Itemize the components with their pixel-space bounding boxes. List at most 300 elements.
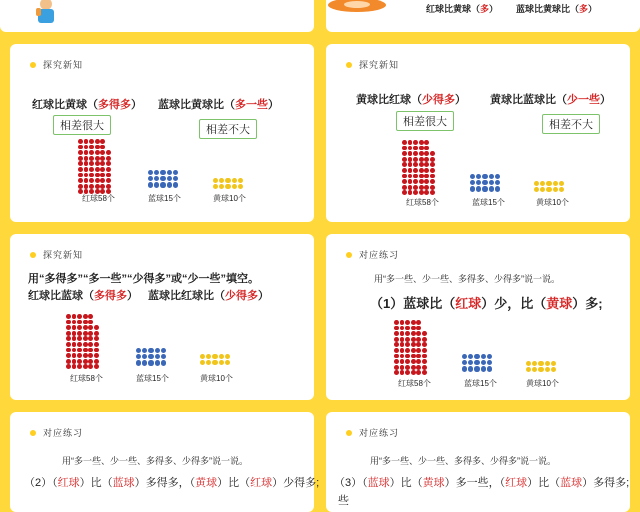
blue-ball bbox=[148, 182, 153, 187]
blue-ball bbox=[468, 360, 473, 365]
red-ball bbox=[72, 320, 77, 325]
red-ball bbox=[411, 365, 416, 370]
red-ball bbox=[424, 146, 429, 151]
red-ball bbox=[78, 184, 83, 189]
red-ball bbox=[413, 140, 418, 145]
question-1: 红球比黄球（多得多） bbox=[32, 99, 142, 111]
red-ball bbox=[88, 364, 93, 369]
red-ball bbox=[84, 178, 89, 183]
red-ball bbox=[78, 178, 83, 183]
red-ball bbox=[424, 185, 429, 190]
red-ball bbox=[402, 151, 407, 156]
yellow-ball bbox=[559, 181, 564, 186]
red-ball bbox=[405, 342, 410, 347]
yellow-count-label: 黄球10个 bbox=[526, 379, 559, 388]
red-ball bbox=[95, 161, 100, 166]
red-ball bbox=[402, 174, 407, 179]
red-ball bbox=[430, 168, 435, 173]
red-ball bbox=[94, 331, 99, 336]
red-ball bbox=[411, 326, 416, 331]
red-ball bbox=[95, 145, 100, 150]
blue-ball bbox=[148, 360, 153, 365]
blue-ball bbox=[462, 360, 467, 365]
red-ball bbox=[95, 178, 100, 183]
red-ball bbox=[94, 342, 99, 347]
red-ball bbox=[95, 184, 100, 189]
red-ball bbox=[416, 320, 421, 325]
red-ball bbox=[78, 150, 83, 155]
red-ball bbox=[84, 145, 89, 150]
red-ball bbox=[413, 157, 418, 162]
blue-ball bbox=[495, 174, 500, 179]
yellow-ball bbox=[200, 354, 205, 359]
blue-ball bbox=[167, 176, 172, 181]
red-ball bbox=[430, 179, 435, 184]
blue-ball bbox=[487, 366, 492, 371]
red-ball bbox=[83, 331, 88, 336]
slide-c[interactable] bbox=[10, 234, 314, 400]
red-ball bbox=[89, 156, 94, 161]
blue-ball bbox=[142, 348, 147, 353]
red-ball bbox=[424, 174, 429, 179]
blue-ball bbox=[155, 360, 160, 365]
red-ball bbox=[77, 336, 82, 341]
blue-ball bbox=[154, 176, 159, 181]
blue-ball bbox=[476, 186, 481, 191]
red-ball bbox=[430, 185, 435, 190]
red-ball bbox=[424, 157, 429, 162]
red-ball bbox=[77, 348, 82, 353]
red-ball bbox=[430, 151, 435, 156]
question-3-continuation: 些 bbox=[338, 495, 349, 507]
bullet-dot-icon bbox=[30, 430, 36, 436]
red-ball bbox=[402, 168, 407, 173]
yellow-count-label: 黄球10个 bbox=[536, 198, 569, 207]
red-ball bbox=[106, 178, 111, 183]
red-ball bbox=[400, 354, 405, 359]
red-ball bbox=[106, 161, 111, 166]
red-ball bbox=[411, 348, 416, 353]
red-ball bbox=[405, 331, 410, 336]
slide-e[interactable] bbox=[10, 412, 320, 512]
blue-ball bbox=[468, 366, 473, 371]
red-ball bbox=[416, 370, 421, 375]
red-ball bbox=[84, 150, 89, 155]
red-ball bbox=[100, 156, 105, 161]
red-ball bbox=[100, 150, 105, 155]
blue-ball bbox=[148, 176, 153, 181]
instruction: 用“多一些、少一些、多得多、少得多”说一说。 bbox=[370, 456, 556, 466]
red-ball bbox=[413, 168, 418, 173]
red-ball bbox=[84, 156, 89, 161]
blue-ball bbox=[489, 180, 494, 185]
top-right-text-1: 红球比黄球（多） bbox=[426, 4, 499, 14]
red-ball bbox=[405, 337, 410, 342]
red-ball bbox=[422, 331, 427, 336]
instruction: 用“多得多”“多一些”“少得多”或“少一些”填空。 bbox=[28, 273, 259, 285]
blue-ball bbox=[489, 174, 494, 179]
blue-ball bbox=[489, 186, 494, 191]
blue-ball bbox=[462, 354, 467, 359]
yellow-ball bbox=[219, 360, 224, 365]
red-ball bbox=[408, 151, 413, 156]
red-ball bbox=[100, 167, 105, 172]
question-3: （3）（蓝球）比（黄球）多一些，（红球）比（蓝球）多得多; bbox=[334, 477, 630, 489]
yellow-ball bbox=[232, 178, 237, 183]
instruction: 用“多一些、少一些、多得多、少得多”说一说。 bbox=[62, 456, 248, 466]
blue-ball bbox=[482, 180, 487, 185]
top-right-text-2: 蓝球比黄球比（多） bbox=[516, 4, 598, 14]
red-count-label: 红球58个 bbox=[398, 379, 431, 388]
yellow-ball bbox=[532, 367, 537, 372]
red-ball bbox=[100, 139, 105, 144]
red-ball bbox=[66, 359, 71, 364]
red-ball bbox=[83, 320, 88, 325]
red-ball bbox=[408, 190, 413, 195]
red-ball bbox=[83, 325, 88, 330]
red-ball bbox=[88, 336, 93, 341]
red-ball bbox=[408, 140, 413, 145]
red-ball bbox=[394, 320, 399, 325]
red-ball bbox=[83, 348, 88, 353]
red-ball bbox=[405, 320, 410, 325]
red-ball bbox=[424, 179, 429, 184]
red-ball bbox=[84, 139, 89, 144]
blue-count-label: 蓝球15个 bbox=[136, 374, 169, 383]
red-ball bbox=[422, 342, 427, 347]
red-ball bbox=[89, 184, 94, 189]
blue-ball bbox=[470, 186, 475, 191]
red-count-label: 红球58个 bbox=[70, 374, 103, 383]
red-ball bbox=[400, 365, 405, 370]
red-ball bbox=[84, 173, 89, 178]
blue-ball bbox=[148, 170, 153, 175]
blue-ball bbox=[476, 180, 481, 185]
blue-count-label: 蓝球15个 bbox=[464, 379, 497, 388]
yellow-ball bbox=[200, 360, 205, 365]
blue-ball bbox=[474, 354, 479, 359]
red-ball bbox=[94, 336, 99, 341]
red-ball bbox=[422, 354, 427, 359]
red-ball bbox=[400, 326, 405, 331]
blue-ball bbox=[154, 170, 159, 175]
red-ball bbox=[88, 359, 93, 364]
red-ball bbox=[411, 359, 416, 364]
blue-ball bbox=[470, 174, 475, 179]
red-ball bbox=[408, 146, 413, 151]
red-ball bbox=[106, 184, 111, 189]
yellow-ball bbox=[206, 354, 211, 359]
bullet-dot-icon bbox=[346, 62, 352, 68]
blue-ball bbox=[470, 180, 475, 185]
yellow-ball bbox=[553, 187, 558, 192]
red-ball bbox=[408, 179, 413, 184]
red-ball bbox=[72, 353, 77, 358]
red-ball bbox=[402, 190, 407, 195]
red-ball bbox=[394, 342, 399, 347]
red-ball bbox=[78, 145, 83, 150]
red-ball bbox=[402, 140, 407, 145]
red-ball bbox=[95, 156, 100, 161]
red-ball bbox=[66, 348, 71, 353]
red-ball bbox=[394, 354, 399, 359]
bullet-dot-icon bbox=[30, 252, 36, 258]
section-header: 探究新知 bbox=[30, 58, 83, 71]
yellow-ball bbox=[225, 184, 230, 189]
red-ball bbox=[400, 320, 405, 325]
red-ball bbox=[419, 174, 424, 179]
red-ball bbox=[419, 151, 424, 156]
red-ball bbox=[402, 157, 407, 162]
red-ball bbox=[94, 364, 99, 369]
yellow-ball bbox=[219, 184, 224, 189]
red-ball bbox=[419, 190, 424, 195]
blue-ball bbox=[148, 348, 153, 353]
red-count-label: 红球58个 bbox=[82, 194, 115, 203]
question-1: 黄球比红球（少得多） bbox=[356, 94, 466, 106]
red-ball bbox=[424, 162, 429, 167]
blue-ball bbox=[481, 354, 486, 359]
red-ball bbox=[400, 331, 405, 336]
blue-count-label: 蓝球15个 bbox=[472, 198, 505, 207]
yellow-ball bbox=[551, 361, 556, 366]
question-2: （2）（红球）比（蓝球）多得多，（黄球）比（红球）少得多; bbox=[24, 477, 320, 489]
yellow-ball bbox=[213, 178, 218, 183]
section-header: 对应练习 bbox=[346, 426, 399, 439]
slide-a[interactable] bbox=[10, 44, 314, 222]
red-ball bbox=[84, 161, 89, 166]
section-header: 对应练习 bbox=[30, 426, 83, 439]
red-ball bbox=[424, 151, 429, 156]
blue-ball bbox=[155, 354, 160, 359]
blue-ball bbox=[136, 354, 141, 359]
red-ball bbox=[89, 139, 94, 144]
cartoon-ring-icon bbox=[328, 0, 388, 14]
red-ball bbox=[94, 325, 99, 330]
blue-ball bbox=[136, 348, 141, 353]
red-ball bbox=[402, 162, 407, 167]
red-ball bbox=[416, 359, 421, 364]
yellow-ball bbox=[546, 181, 551, 186]
red-ball bbox=[78, 161, 83, 166]
blue-ball bbox=[155, 348, 160, 353]
red-ball bbox=[394, 359, 399, 364]
red-ball bbox=[77, 359, 82, 364]
red-ball bbox=[424, 190, 429, 195]
red-ball bbox=[413, 185, 418, 190]
red-ball bbox=[411, 320, 416, 325]
red-ball bbox=[72, 359, 77, 364]
blue-ball bbox=[476, 174, 481, 179]
red-ball bbox=[106, 150, 111, 155]
red-ball bbox=[66, 314, 71, 319]
red-ball bbox=[88, 342, 93, 347]
blue-ball bbox=[148, 354, 153, 359]
red-ball bbox=[100, 184, 105, 189]
slide-top-left[interactable] bbox=[0, 0, 314, 32]
red-ball bbox=[394, 326, 399, 331]
red-ball bbox=[408, 185, 413, 190]
blue-ball bbox=[481, 366, 486, 371]
cartoon-child-icon bbox=[36, 0, 58, 24]
red-ball bbox=[66, 342, 71, 347]
red-ball bbox=[72, 336, 77, 341]
blue-count-label: 蓝球15个 bbox=[148, 194, 181, 203]
red-ball bbox=[84, 167, 89, 172]
red-ball bbox=[405, 370, 410, 375]
red-ball bbox=[72, 325, 77, 330]
bullet-dot-icon bbox=[346, 430, 352, 436]
yellow-ball bbox=[551, 367, 556, 372]
red-ball bbox=[405, 365, 410, 370]
red-ball bbox=[83, 364, 88, 369]
yellow-ball bbox=[540, 187, 545, 192]
red-ball bbox=[411, 354, 416, 359]
red-ball bbox=[394, 365, 399, 370]
red-ball bbox=[405, 359, 410, 364]
yellow-ball bbox=[534, 187, 539, 192]
red-ball bbox=[400, 370, 405, 375]
yellow-ball bbox=[538, 361, 543, 366]
red-ball bbox=[89, 161, 94, 166]
blue-ball bbox=[495, 186, 500, 191]
red-ball bbox=[413, 179, 418, 184]
red-ball bbox=[72, 342, 77, 347]
blue-ball bbox=[160, 182, 165, 187]
red-ball bbox=[413, 190, 418, 195]
slide-b[interactable] bbox=[326, 44, 630, 222]
blue-ball bbox=[160, 170, 165, 175]
blue-ball bbox=[495, 180, 500, 185]
red-ball bbox=[394, 337, 399, 342]
slide-d[interactable] bbox=[326, 234, 630, 400]
red-ball bbox=[413, 162, 418, 167]
red-ball bbox=[394, 331, 399, 336]
red-ball bbox=[77, 325, 82, 330]
red-ball bbox=[83, 353, 88, 358]
red-ball bbox=[89, 145, 94, 150]
yellow-ball bbox=[526, 367, 531, 372]
blue-ball bbox=[482, 186, 487, 191]
red-ball bbox=[413, 146, 418, 151]
red-ball bbox=[84, 184, 89, 189]
red-ball bbox=[411, 342, 416, 347]
red-ball bbox=[78, 167, 83, 172]
blue-ball bbox=[487, 360, 492, 365]
blue-ball bbox=[482, 174, 487, 179]
red-ball bbox=[95, 167, 100, 172]
red-ball bbox=[88, 331, 93, 336]
red-ball bbox=[419, 179, 424, 184]
red-ball bbox=[413, 151, 418, 156]
red-ball bbox=[424, 140, 429, 145]
blue-ball bbox=[167, 182, 172, 187]
yellow-ball bbox=[206, 360, 211, 365]
red-ball bbox=[83, 314, 88, 319]
yellow-ball bbox=[225, 360, 230, 365]
red-ball bbox=[100, 173, 105, 178]
slide-top-right[interactable] bbox=[326, 0, 640, 32]
red-ball bbox=[416, 331, 421, 336]
section-header: 探究新知 bbox=[30, 248, 83, 261]
label-box-small-difference: 相差不大 bbox=[199, 119, 257, 139]
red-ball bbox=[100, 145, 105, 150]
red-ball bbox=[89, 167, 94, 172]
red-ball bbox=[430, 157, 435, 162]
red-ball bbox=[100, 178, 105, 183]
red-ball bbox=[77, 320, 82, 325]
red-ball bbox=[95, 173, 100, 178]
yellow-ball bbox=[232, 184, 237, 189]
yellow-ball bbox=[219, 178, 224, 183]
red-ball bbox=[419, 185, 424, 190]
red-ball bbox=[88, 353, 93, 358]
red-ball bbox=[78, 139, 83, 144]
yellow-ball bbox=[238, 178, 243, 183]
red-ball bbox=[422, 337, 427, 342]
red-ball bbox=[106, 173, 111, 178]
blue-ball bbox=[173, 176, 178, 181]
section-header: 对应练习 bbox=[346, 248, 399, 261]
yellow-ball bbox=[540, 181, 545, 186]
yellow-ball bbox=[225, 354, 230, 359]
red-ball bbox=[100, 161, 105, 166]
red-ball bbox=[106, 156, 111, 161]
blue-ball bbox=[161, 348, 166, 353]
red-ball bbox=[413, 174, 418, 179]
bullet-dot-icon bbox=[346, 252, 352, 258]
red-ball bbox=[405, 326, 410, 331]
yellow-ball bbox=[225, 178, 230, 183]
red-ball bbox=[416, 342, 421, 347]
red-ball bbox=[77, 364, 82, 369]
red-ball bbox=[416, 337, 421, 342]
red-ball bbox=[402, 146, 407, 151]
red-ball bbox=[419, 162, 424, 167]
red-ball bbox=[89, 178, 94, 183]
red-ball bbox=[408, 162, 413, 167]
red-ball bbox=[411, 331, 416, 336]
yellow-ball bbox=[219, 354, 224, 359]
question-1: （1）蓝球比（红球）少，比（黄球）多; bbox=[370, 296, 603, 311]
red-ball bbox=[66, 320, 71, 325]
slide-f[interactable] bbox=[326, 412, 630, 512]
label-box-big-difference: 相差很大 bbox=[396, 111, 454, 131]
yellow-ball bbox=[212, 360, 217, 365]
yellow-ball bbox=[559, 187, 564, 192]
red-ball bbox=[408, 174, 413, 179]
red-ball bbox=[94, 353, 99, 358]
red-ball bbox=[400, 359, 405, 364]
yellow-ball bbox=[532, 361, 537, 366]
red-ball bbox=[95, 139, 100, 144]
blue-ball bbox=[474, 360, 479, 365]
blue-ball bbox=[481, 360, 486, 365]
blue-ball bbox=[474, 366, 479, 371]
red-ball bbox=[394, 370, 399, 375]
red-ball bbox=[72, 348, 77, 353]
red-ball bbox=[83, 359, 88, 364]
question-2: 蓝球比红球比（少得多） bbox=[148, 290, 269, 302]
red-ball bbox=[89, 173, 94, 178]
red-ball bbox=[77, 353, 82, 358]
red-ball bbox=[78, 156, 83, 161]
section-header: 探究新知 bbox=[346, 58, 399, 71]
yellow-ball bbox=[534, 181, 539, 186]
yellow-count-label: 黄球10个 bbox=[213, 194, 246, 203]
yellow-ball bbox=[538, 367, 543, 372]
red-ball bbox=[408, 168, 413, 173]
